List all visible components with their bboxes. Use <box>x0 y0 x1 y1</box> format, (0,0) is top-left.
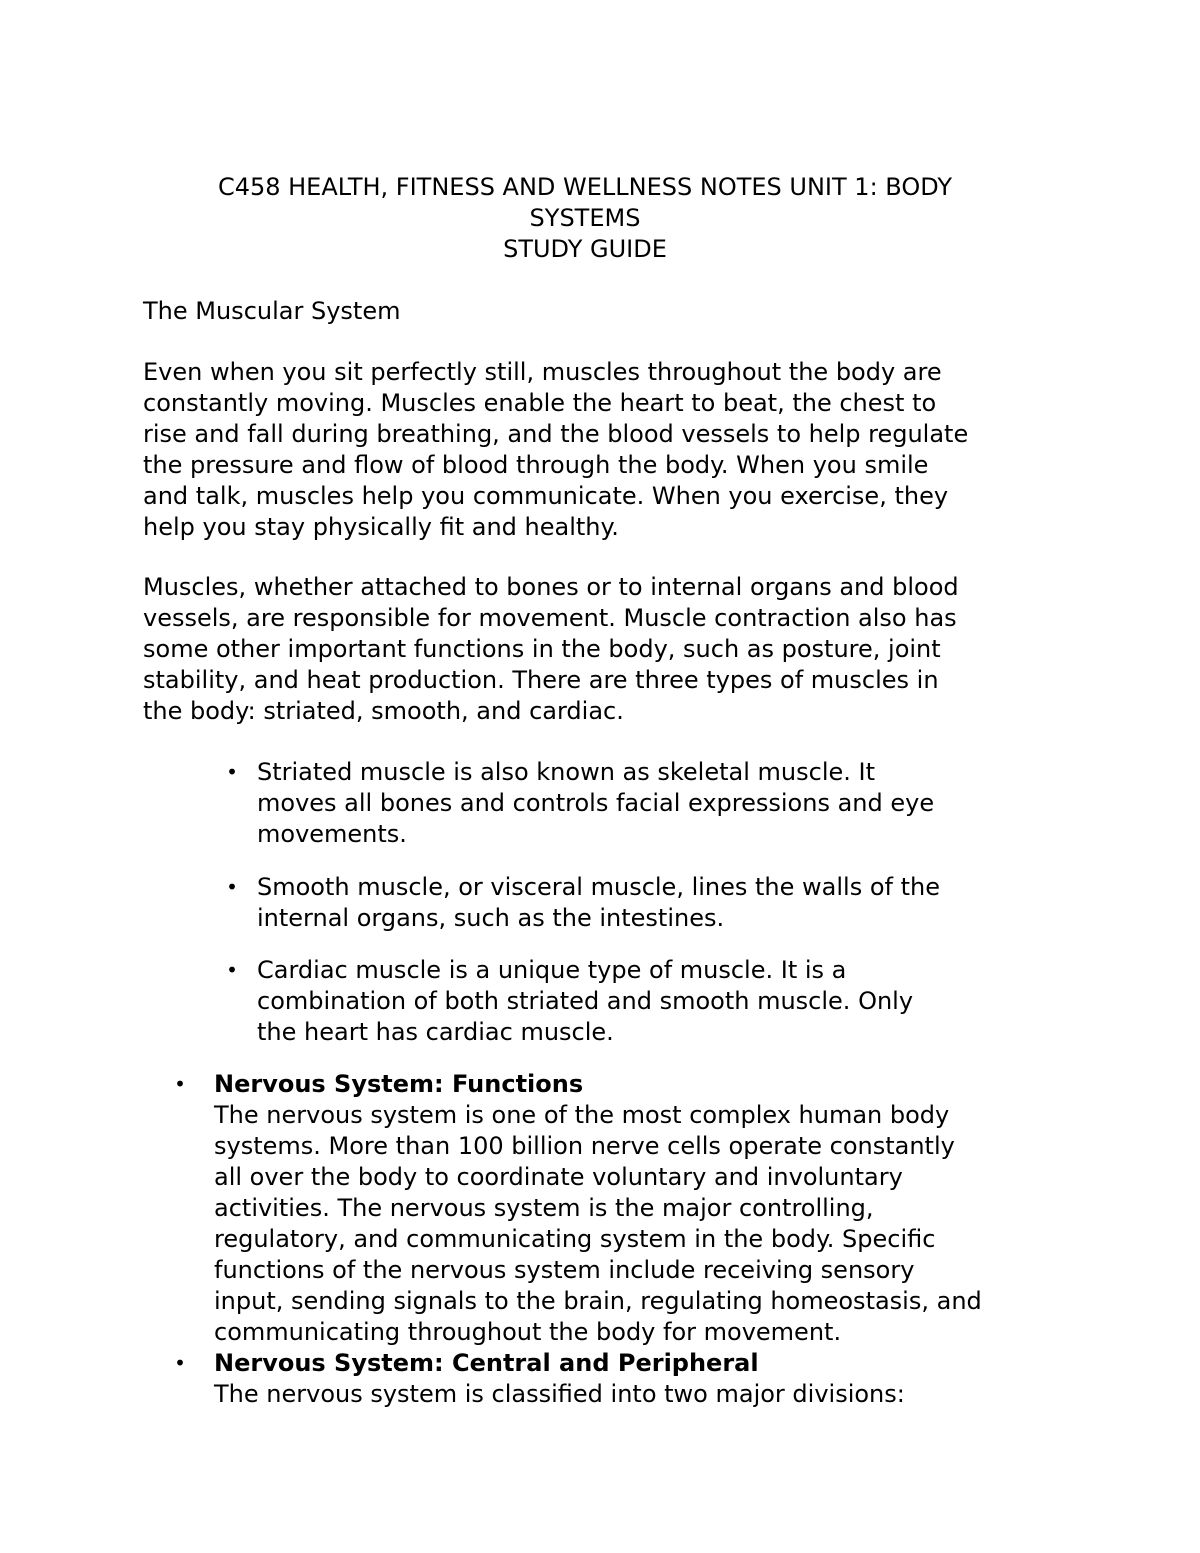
section-subheading: Nervous System: Central and Peripheral <box>214 1349 759 1377</box>
paragraph-line: and talk, muscles help you communicate. When you exercise, they <box>143 482 949 510</box>
nervous-system-list <box>170 1069 1080 1410</box>
list-item-line: functions of the nervous system include receiving sensory <box>214 1256 915 1284</box>
muscle-types-list <box>222 757 1082 850</box>
title-line-1: C458 HEALTH, FITNESS AND WELLNESS NOTES UNIT 1: BODY <box>217 173 953 201</box>
list-item-line: internal organs, such as the intestines. <box>257 904 725 932</box>
title-line-3: STUDY GUIDE <box>503 235 667 263</box>
section-heading: The Muscular System <box>143 297 401 325</box>
list-item-line: regulatory, and communicating system in the body. Specific <box>214 1225 936 1253</box>
list-item-line: activities. The nervous system is the major controlling, <box>214 1194 874 1222</box>
paragraph-line: help you stay physically fit and healthy. <box>143 513 619 541</box>
bullet-icon: • <box>226 958 238 982</box>
list-item-line: combination of both striated and smooth muscle. Only <box>257 987 914 1015</box>
paragraph-line: the pressure and flow of blood through the body. When you smile <box>143 451 929 479</box>
list-item-line: Smooth muscle, or visceral muscle, lines the walls of the <box>257 873 940 901</box>
list-item-smooth <box>222 872 1082 934</box>
paragraph-line: stability, and heat production. There are three types of muscles in <box>143 666 939 694</box>
paragraph-muscles-moving <box>143 357 1083 543</box>
list-item-line: The nervous system is classified into two major divisions: <box>214 1380 905 1408</box>
paragraph-muscle-functions <box>143 572 1083 727</box>
list-item-line: systems. More than 100 billion nerve cells operate constantly <box>214 1132 955 1160</box>
muscle-types-list-3 <box>222 955 1082 1048</box>
paragraph-line: some other important functions in the body, such as posture, joint <box>143 635 941 663</box>
section-subheading: Nervous System: Functions <box>214 1070 584 1098</box>
document-title <box>143 172 1027 265</box>
list-item-line: communicating throughout the body for movement. <box>214 1318 842 1346</box>
list-item-line: The nervous system is one of the most complex human body <box>214 1101 950 1129</box>
bullet-icon: • <box>174 1351 186 1375</box>
list-item-nervous-central-peripheral <box>170 1348 1080 1410</box>
paragraph-line: rise and fall during breathing, and the blood vessels to help regulate <box>143 420 969 448</box>
list-item-line: the heart has cardiac muscle. <box>257 1018 614 1046</box>
muscle-types-list-2 <box>222 872 1082 934</box>
list-item-cardiac <box>222 955 1082 1048</box>
paragraph-line: Muscles, whether attached to bones or to internal organs and blood <box>143 573 959 601</box>
bullet-icon: • <box>226 875 238 899</box>
paragraph-line: Even when you sit perfectly still, muscles throughout the body are <box>143 358 942 386</box>
list-item-line: Striated muscle is also known as skeletal muscle. It <box>257 758 875 786</box>
list-item-line: input, sending signals to the brain, regulating homeostasis, and <box>214 1287 982 1315</box>
list-item-line: movements. <box>257 820 407 848</box>
paragraph-line: vessels, are responsible for movement. Muscle contraction also has <box>143 604 957 632</box>
list-item-nervous-functions <box>170 1069 1080 1348</box>
list-item-striated <box>222 757 1082 850</box>
list-item-line: moves all bones and controls facial expressions and eye <box>257 789 935 817</box>
bullet-icon: • <box>174 1072 186 1096</box>
paragraph-line: the body: striated, smooth, and cardiac. <box>143 697 624 725</box>
list-item-line: Cardiac muscle is a unique type of muscle. It is a <box>257 956 847 984</box>
section-heading-block <box>143 296 1083 327</box>
title-line-2: SYSTEMS <box>529 204 641 232</box>
bullet-icon: • <box>226 760 238 784</box>
paragraph-line: constantly moving. Muscles enable the heart to beat, the chest to <box>143 389 937 417</box>
list-item-line: all over the body to coordinate voluntary and involuntary <box>214 1163 903 1191</box>
